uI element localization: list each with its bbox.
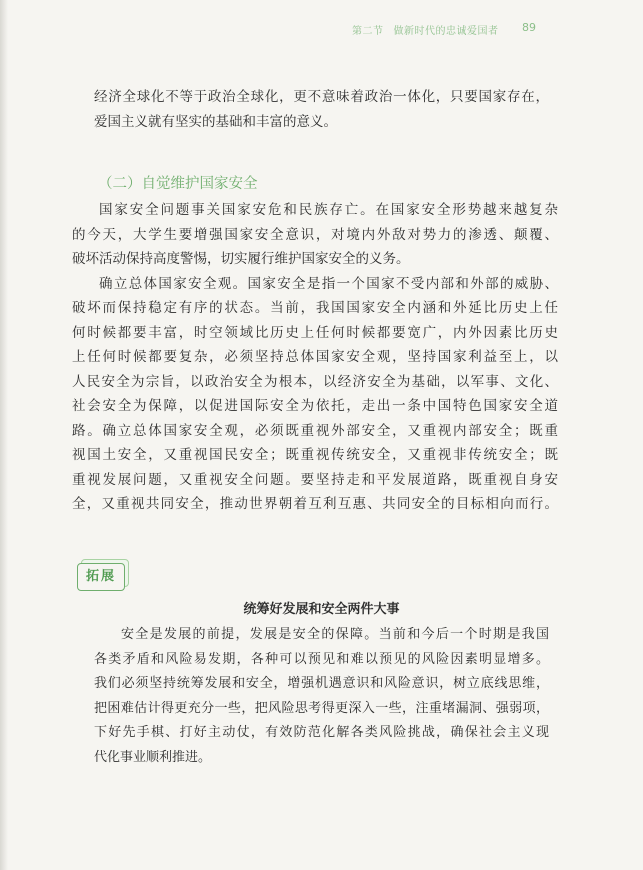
text-line: 社会安全为保障，以促进国际安全为依托，走出一条中国特色国家安全道 — [72, 398, 558, 414]
text-line: 人民安全为宗旨，以政治安全为根本，以经济安全为基础，以军事、文化、 — [72, 373, 558, 390]
text-line: 重视发展问题，又重视安全问题。要坚持走和平发展道路，既重视自身安 — [72, 471, 558, 488]
text-line: 国家安全问题事关国家安危和民族存亡。在国家安全形势越来越复杂 — [99, 202, 558, 218]
text-line: 我们必须坚持统筹发展和安全，增强机遇意识和风险意识，树立底线思维， — [94, 676, 549, 691]
text-line: 全，又重视共同安全，推动世界朝着互利互惠、共同安全的目标相向而行。 — [72, 496, 558, 512]
header-section: 第二节 — [352, 26, 384, 37]
intro-paragraph — [94, 85, 549, 135]
header-title: 做新时代的忠诚爱国者 — [393, 26, 499, 37]
section-heading: （二）自觉维护国家安全 — [98, 176, 258, 192]
text-line: 破坏而保持稳定有序的状态。当前，我国国家安全内涵和外延比历史上任 — [72, 300, 558, 316]
text-line: 把困难估计得更充分一些，把风险思考得更深入一些，注重堵漏洞、强弱项， — [94, 700, 549, 716]
text-line: 各类矛盾和风险易发期，各种可以预见和难以预见的风险因素明显增多。 — [94, 651, 549, 667]
running-header — [352, 22, 499, 37]
text-line: 经济全球化不等于政治全球化，更不意味着政治一体化，只要国家存在， — [94, 89, 549, 105]
text-line: 确立总体国家安全观。国家安全是指一个国家不受内部和外部的威胁、 — [99, 275, 558, 292]
page-number: 89 — [522, 21, 536, 34]
extension-paragraph — [94, 623, 549, 770]
text-line: 的今天，大学生要增强国家安全意识，对境内外敌对势力的渗透、颠覆、 — [72, 226, 558, 243]
extension-title: 统筹好发展和安全两件大事 — [243, 602, 400, 617]
extension-badge — [77, 563, 129, 591]
text-line: 安全是发展的前提，发展是安全的保障。当前和今后一个时期是我国 — [121, 627, 549, 642]
text-line: 上任何时候都要复杂，必须坚持总体国家安全观，坚持国家利益至上，以 — [72, 349, 558, 365]
text-line: 下好先手棋、打好主动仗，有效防范化解各类风险挑战，确保社会主义现 — [94, 725, 549, 740]
text-line: 视国土安全，又重视国民安全；既重视传统安全，又重视非传统安全；既 — [72, 447, 558, 463]
text-line: 何时候都要丰富，时空领域比历史上任何时候都要宽广，内外因素比历史 — [72, 324, 558, 341]
text-line: 破坏活动保持高度警惕，切实履行维护国家安全的义务。 — [72, 251, 410, 267]
body-paragraphs — [72, 198, 558, 517]
text-line: 代化事业顺利推进。 — [94, 749, 212, 765]
badge-label: 拓展 — [77, 563, 125, 591]
text-line: 路。确立总体国家安全观，必须既重视外部安全，又重视内部安全；既重 — [72, 422, 558, 439]
page-binding-shadow — [0, 0, 8, 870]
text-line: 爱国主义就有坚实的基础和丰富的意义。 — [94, 114, 337, 130]
